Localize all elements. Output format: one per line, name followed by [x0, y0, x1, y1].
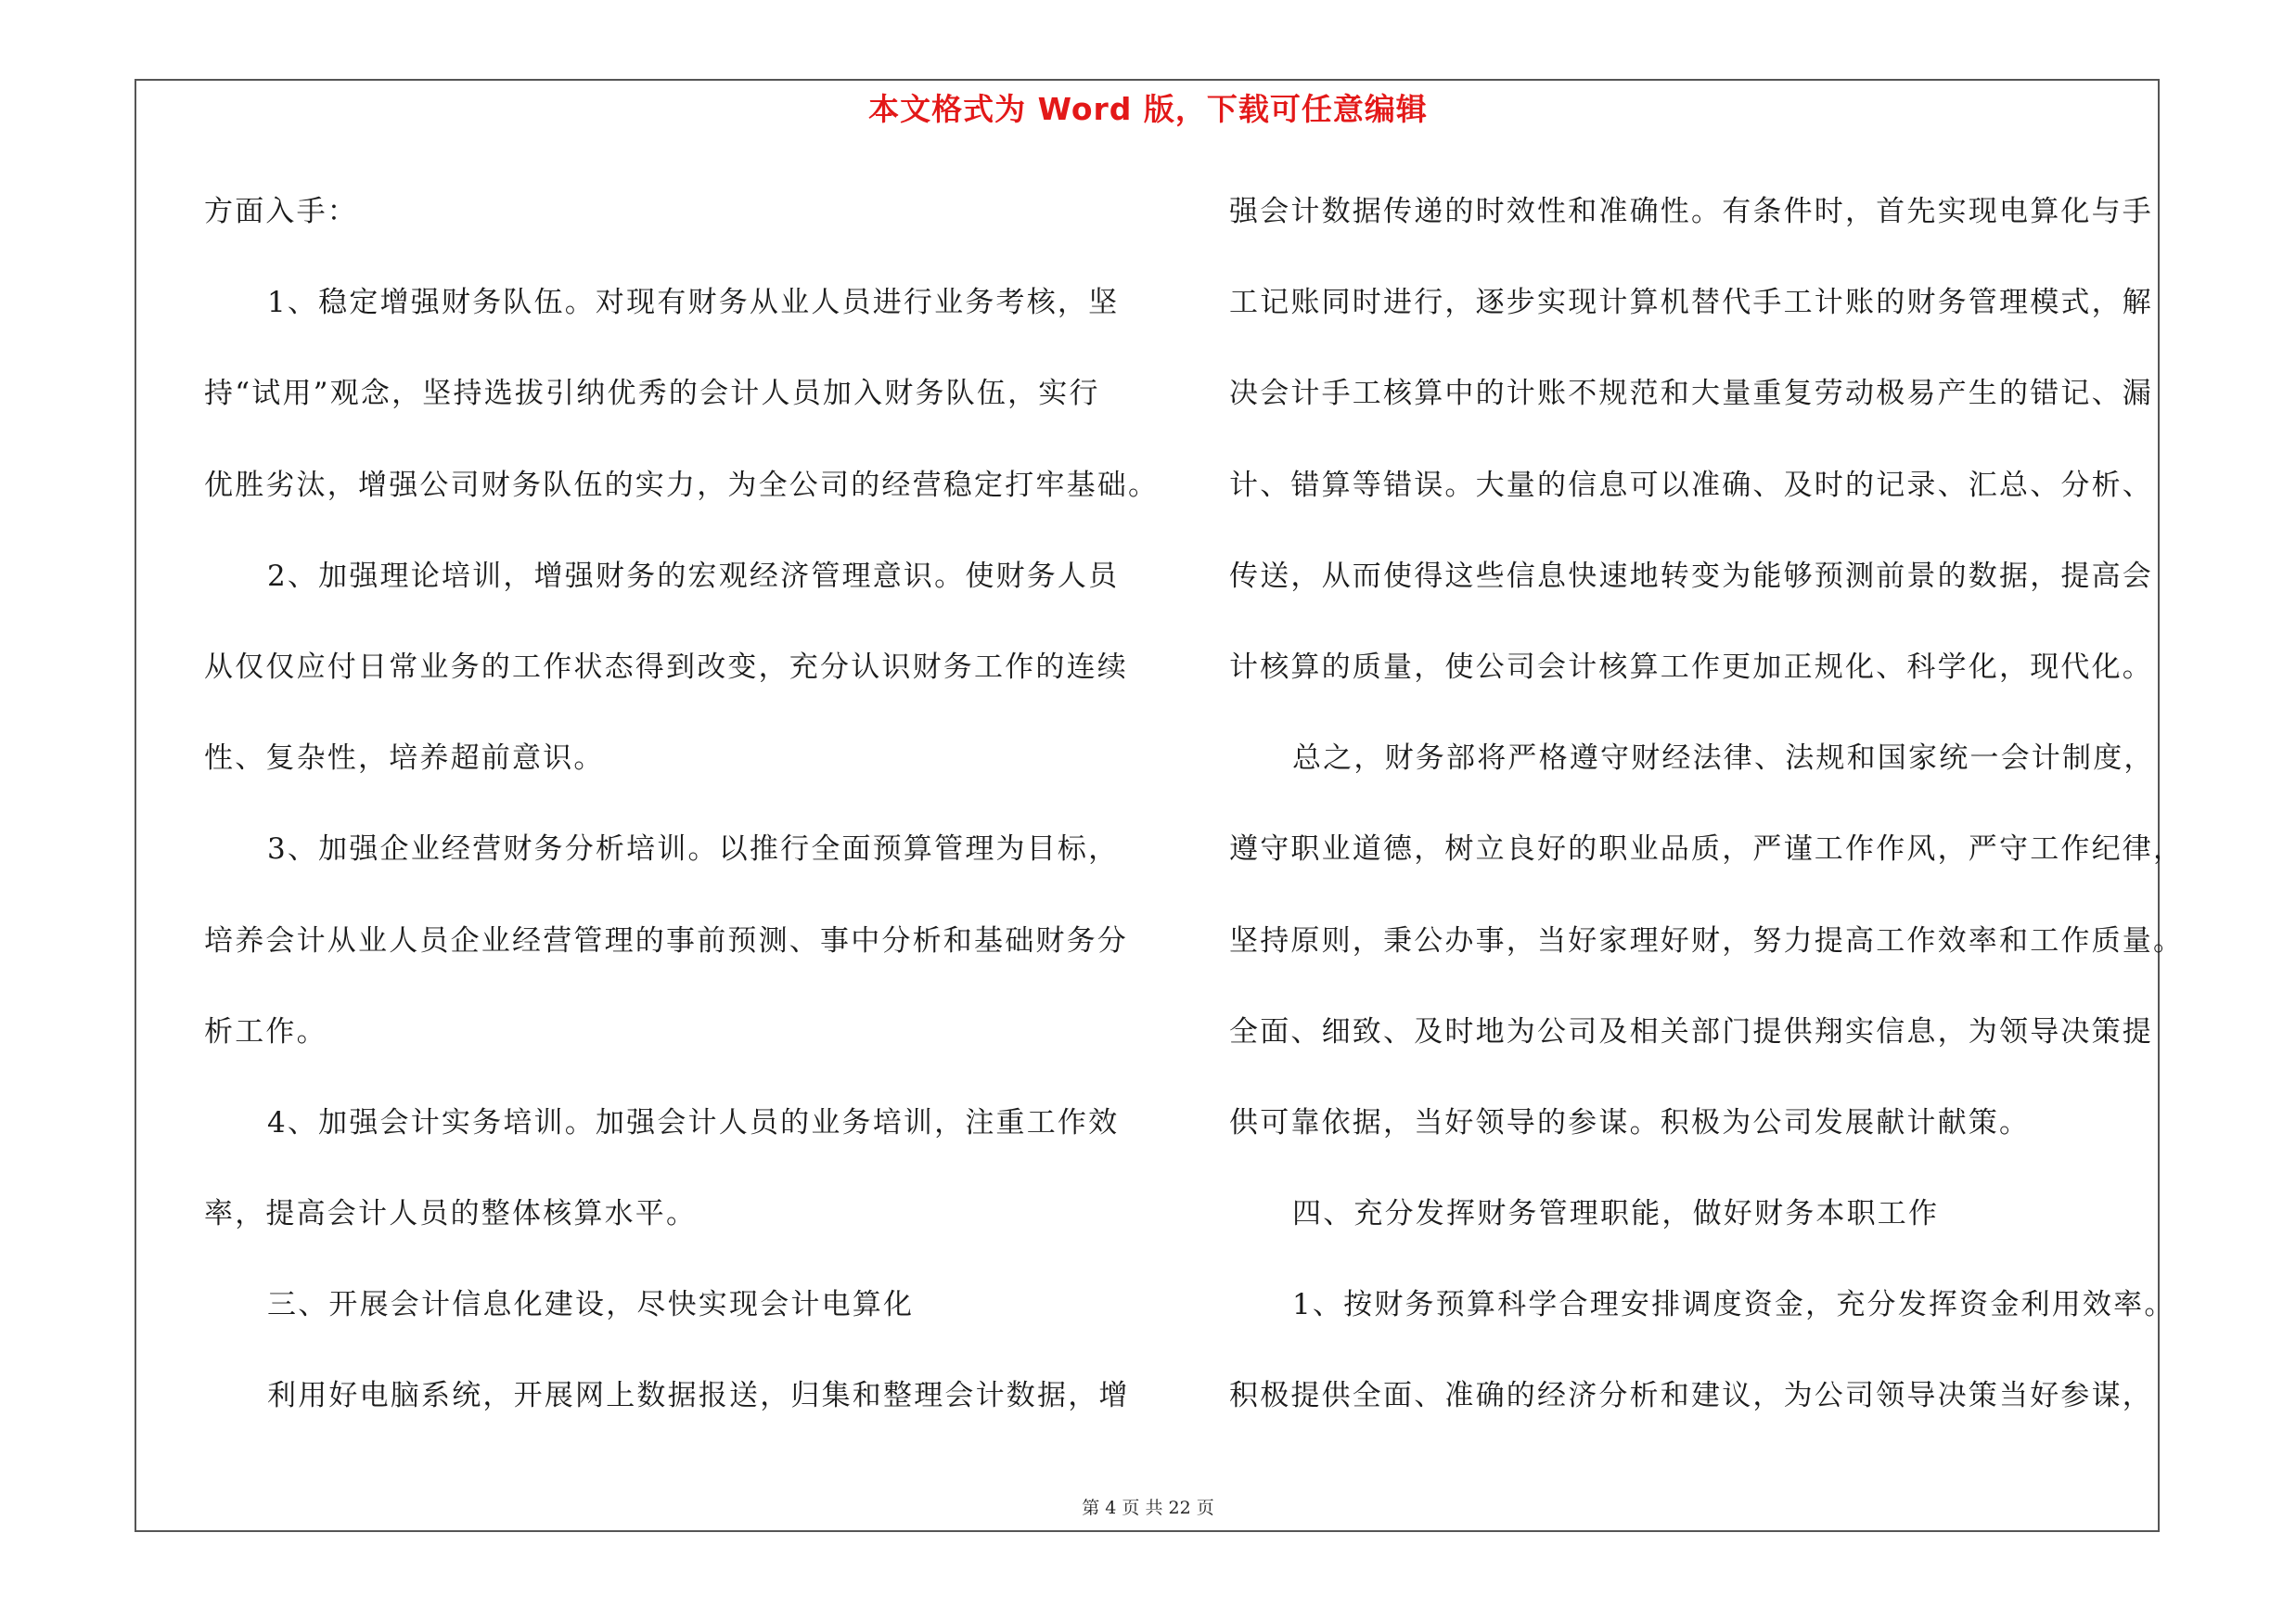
text-line: 决会计手工核算中的计账不规范和大量重复劳动极易产生的错记、漏 [1229, 377, 2153, 411]
right-column [1229, 184, 2185, 1460]
text-line: 强会计数据传递的时效性和准确性。有条件时，首先实现电算化与手 [1229, 195, 2153, 228]
text-line: 性、复杂性，培养超前意识。 [204, 741, 605, 776]
text-line: 1、按财务预算科学合理安排调度资金，充分发挥资金利用效率。 [1292, 1288, 2175, 1322]
text-line: 四、充分发挥财务管理职能，做好财务本职工作 [1292, 1197, 1940, 1231]
text-line: 优胜劣汰，增强公司财务队伍的实力，为全公司的经营稳定打牢基础。 [204, 468, 1160, 502]
text-line: 总之，财务部将严格遵守财经法律、法规和国家统一会计制度， [1292, 741, 2155, 776]
text-line: 工记账同时进行，逐步实现计算机替代手工计账的财务管理模式，解 [1229, 286, 2153, 320]
text-line: 利用好电脑系统，开展网上数据报送，归集和整理会计数据，增 [267, 1379, 1130, 1413]
text-line: 1、稳定增强财务队伍。对现有财务从业人员进行业务考核，坚 [267, 286, 1120, 320]
text-line: 析工作。 [204, 1014, 327, 1049]
text-line: 2、加强理论培训，增强财务的宏观经济管理意识。使财务人员 [267, 559, 1120, 593]
text-line: 培养会计从业人员企业经营管理的事前预测、事中分析和基础财务分 [204, 923, 1128, 958]
text-line: 供可靠依据，当好领导的参谋。积极为公司发展献计献策。 [1229, 1105, 2031, 1140]
text-line: 计、错算等错误。大量的信息可以准确、及时的记录、汇总、分析、 [1229, 468, 2153, 502]
text-line: 三、开展会计信息化建设，尽快实现会计电算化 [267, 1288, 915, 1322]
text-line: 方面入手： [204, 195, 358, 228]
text-line: 计核算的质量，使公司会计核算工作更加正规化、科学化，现代化。 [1229, 650, 2153, 684]
text-line: 3、加强企业经营财务分析培训。以推行全面预算管理为目标， [267, 832, 1120, 867]
text-line: 遵守职业道德，树立良好的职业品质，严谨工作作风，严守工作纪律， [1229, 832, 2185, 867]
text-line: 积极提供全面、准确的经济分析和建议，为公司领导决策当好参谋， [1229, 1379, 2153, 1413]
left-column [204, 184, 1160, 1460]
text-line: 持“试用”观念，坚持选拔引纳优秀的会计人员加入财务队伍，实行 [204, 377, 1100, 411]
page-number: 第 4 页 共 22 页 [1082, 1498, 1214, 1518]
text-line: 坚持原则，秉公办事，当好家理好财，努力提高工作效率和工作质量。 [1229, 923, 2185, 958]
text-line: 传送，从而使得这些信息快速地转变为能够预测前景的数据，提高会 [1229, 559, 2153, 593]
text-line: 率，提高会计人员的整体核算水平。 [204, 1197, 698, 1231]
text-line: 全面、细致、及时地为公司及相关部门提供翔实信息，为领导决策提 [1229, 1014, 2153, 1049]
format-banner: 本文格式为 Word 版，下载可任意编辑 [868, 91, 1428, 127]
text-line: 4、加强会计实务培训。加强会计人员的业务培训，注重工作效 [267, 1105, 1120, 1140]
text-line: 从仅仅应付日常业务的工作状态得到改变，充分认识财务工作的连续 [204, 650, 1128, 684]
